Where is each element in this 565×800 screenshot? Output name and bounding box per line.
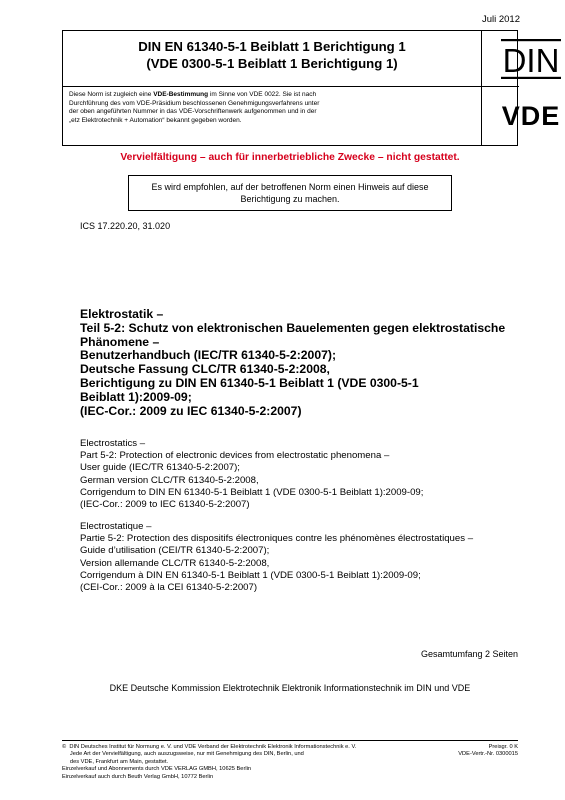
title-german-line: Elektrostatik – <box>80 307 164 321</box>
title-english-line: Electrostatics – <box>80 438 146 449</box>
recommendation-box <box>128 175 452 211</box>
title-german <box>80 308 520 418</box>
svg-text:VDE: VDE <box>501 101 561 131</box>
title-english <box>80 438 520 511</box>
title-german-line: Berichtigung zu DIN EN 61340-5-1 Beiblatt 1 (VDE 0300-5-1 <box>80 375 419 390</box>
title-french-line: (CEI-Cor.: 2009 à la CEI 61340-5-2:2007) <box>80 582 258 594</box>
footer-line: Jede Art der Vervielfältigung, auch auszugsweise, nur mit Genehmigung des DIN, Berlin, und <box>62 751 304 758</box>
title-english-line: User guide (IEC/TR 61340-5-2:2007); <box>80 462 240 474</box>
ics-code: ICS 17.220.20, 31.020 <box>80 221 171 231</box>
header-divider-vertical <box>481 31 482 146</box>
title-german-line: Deutsche Fassung CLC/TR 61340-5-2:2008, <box>80 362 330 377</box>
header-divider-horizontal <box>63 86 519 87</box>
title-german-line: Benutzerhandbuch (IEC/TR 61340-5-2:2007); <box>80 348 336 363</box>
title-french-line: Guide d’utilisation (CEI/TR 61340-5-2:2007); <box>80 545 270 557</box>
total-pages: Gesamtumfang 2 Seiten <box>420 649 518 659</box>
vde-distribution-number: VDE-Vertr.-Nr. 0300015 <box>458 751 518 758</box>
header-box <box>62 30 561 146</box>
dke-commission: DKE Deutsche Kommission Elektrotechnik Elektronik Informationstechnik im DIN und VDE <box>109 683 471 693</box>
svg-text:DIN: DIN <box>502 42 560 79</box>
title-french-line: Electrostatique – <box>80 521 152 532</box>
vde-logo <box>493 94 565 134</box>
footer-price <box>458 744 518 759</box>
footer-line: Einzelverkauf auch durch Beuth Verlag GmbH, 10772 Berlin <box>62 773 214 780</box>
vde-regulation-note <box>69 91 475 125</box>
vde-note-text: „etz Elektrotechnik + Automation“ bekannt gegeben worden. <box>69 116 242 124</box>
vde-note-text: Durchführung des vom VDE-Präsidium beschlossenen Genehmigungsverfahrens unter <box>69 99 320 107</box>
title-english-line: Corrigendum to DIN EN 61340-5-1 Beiblatt 1 (VDE 0300-5-1 Beiblatt 1):2009-09; <box>80 486 424 498</box>
reproduction-warning: Vervielfältigung – auch für innerbetriebliche Zwecke – nicht gestattet. <box>120 152 460 163</box>
title-french-line: Corrigendum à DIN EN 61340-5-1 Beiblatt 1 (VDE 0300-5-1 Beiblatt 1):2009-09; <box>80 569 421 581</box>
title-english-line: German version CLC/TR 61340-5-2:2008, <box>80 474 259 486</box>
document-title-line: DIN EN 61340-5-1 Beiblatt 1 Berichtigung 1 <box>138 39 406 54</box>
title-german-line: (IEC-Cor.: 2009 zu IEC 61340-5-2:2007) <box>80 403 302 418</box>
footer-line: des VDE, Frankfurt am Main, gestattet. <box>62 758 169 765</box>
title-english-line: (IEC-Cor.: 2009 to IEC 61340-5-2:2007) <box>80 499 250 511</box>
footer-divider <box>62 740 518 741</box>
recommendation-text: Es wird empfohlen, auf der betroffenen Norm einen Hinweis auf diese <box>151 182 429 192</box>
title-french-line: Version allemande CLC/TR 61340-5-2:2008, <box>80 557 270 569</box>
title-german-line: Beiblatt 1):2009-09; <box>80 389 192 404</box>
din-logo <box>499 37 563 81</box>
title-french-line: Partie 5-2: Protection des dispositifs électroniques contre les phénomènes électrostatiques – <box>80 533 474 545</box>
price-group: Preisgr. 0 K <box>488 744 518 750</box>
document-title-line: (VDE 0300-5-1 Beiblatt 1 Berichtigung 1) <box>146 56 398 71</box>
footer-copyright <box>62 744 422 781</box>
title-german-line: Phänomene – <box>80 334 160 349</box>
vde-note-text: der oben angeführten Nummer in das VDE-Vorschriftenwerk aufgenommen und in der <box>69 108 317 116</box>
title-french <box>80 521 530 594</box>
vde-note-text: im Sinne von VDE 0022. Sie ist nach <box>208 91 317 98</box>
title-german-line: Teil 5-2: Schutz von elektronischen Bauelementen gegen elektrostatische <box>80 320 506 335</box>
title-english-line: Part 5-2: Protection of electronic devices from electrostatic phenomena – <box>80 450 390 462</box>
footer-line: Einzelverkauf und Abonnements durch VDE VERLAG GMBH, 10625 Berlin <box>62 766 252 773</box>
vde-note-text: Diese Norm ist zugleich eine <box>69 91 154 98</box>
vde-note-bold: VDE-Bestimmung <box>153 91 209 98</box>
document-title <box>63 38 481 72</box>
publication-date: Juli 2012 <box>481 14 520 25</box>
recommendation-text: Berichtigung zu machen. <box>240 194 340 204</box>
footer-line: © DIN Deutsches Institut für Normung e. V. und VDE Verband der Elektrotechnik Elektronik Informationstechnik e. V. <box>62 744 357 750</box>
